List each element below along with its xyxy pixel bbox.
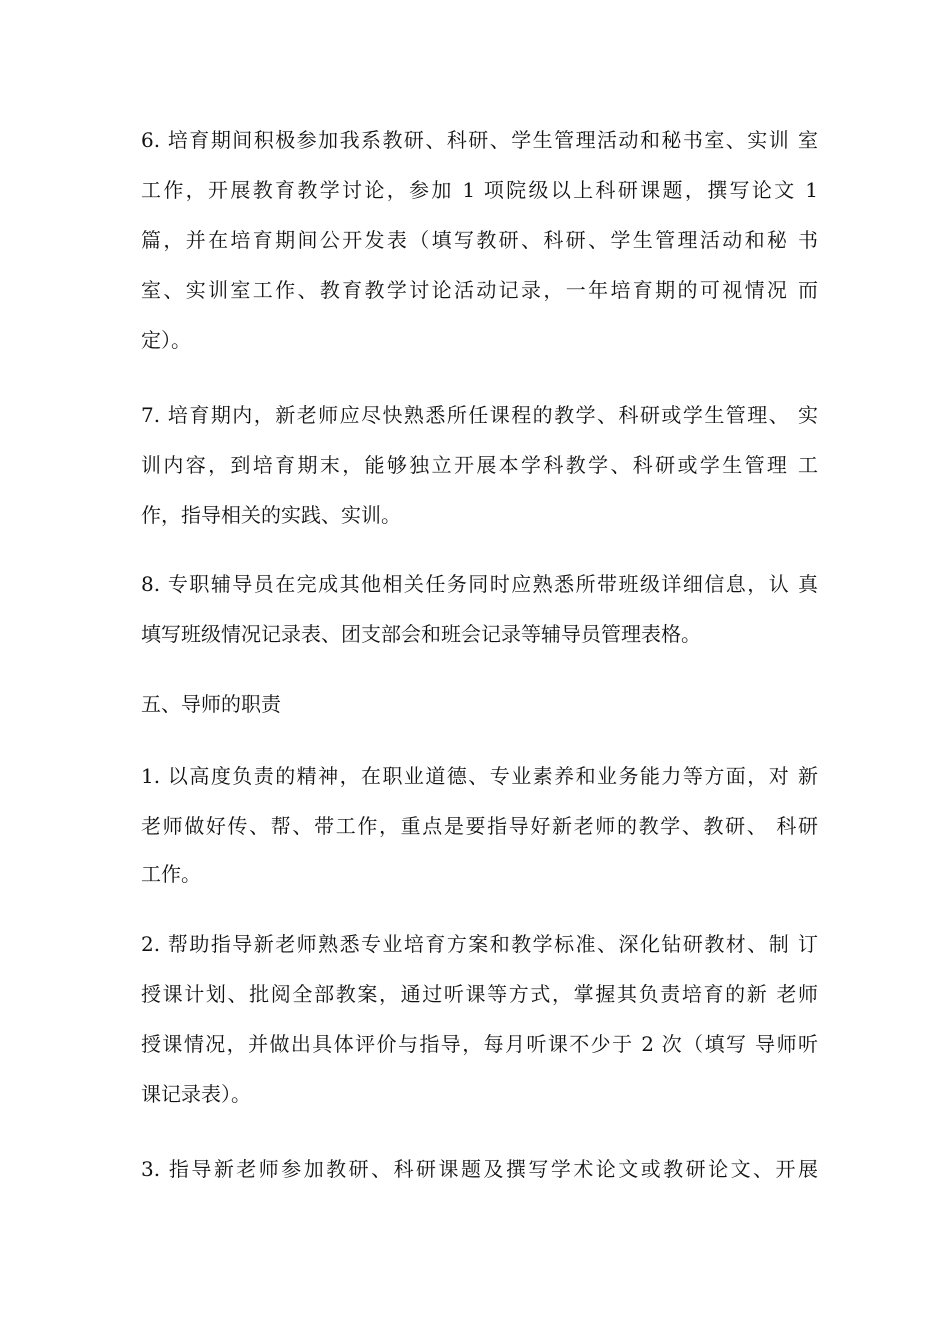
paragraph-6-line-4: 室、实训室工作、教育教学讨论活动记录，一年培育期的可视情况 而 [141,278,818,302]
paragraph-8-line-1: 8. 专职辅导员在完成其他相关任务同时应熟悉所带班级详细信息，认 真 [141,572,818,596]
paragraph-7-line-3: 作，指导相关的实践、实训。 [141,503,401,527]
paragraph-7-line-2: 训内容，到培育期末，能够独立开展本学科教学、科研或学生管理 工 [141,453,818,477]
item-1-line-2: 老师做好传、帮、带工作，重点是要指导好新老师的教学、教研、 科研 [141,814,818,838]
paragraph-6-line-3: 篇，并在培育期间公开发表（填写教研、科研、学生管理活动和秘 书 [141,228,818,252]
item-2-line-4: 课记录表）。 [141,1082,251,1106]
item-2-line-1: 2. 帮助指导新老师熟悉专业培育方案和教学标准、深化钻研教材、制 订 [141,932,818,956]
paragraph-6-line-5: 定）。 [141,328,191,352]
item-1-line-3: 工作。 [141,862,201,886]
section-heading-mentor-duties: 五、导师的职责 [141,692,281,716]
item-2-line-3: 授课情况，并做出具体评价与指导，每月听课不少于 2 次（填写 导师听 [141,1032,818,1056]
paragraph-8-line-2: 填写班级情况记录表、团支部会和班会记录等辅导员管理表格。 [141,622,701,646]
paragraph-6-line-2: 工作，开展教育教学讨论，参加 1 项院级以上科研课题，撰写论文 1 [141,178,818,202]
paragraph-7-line-1: 7. 培育期内，新老师应尽快熟悉所任课程的教学、科研或学生管理、 实 [141,403,818,427]
item-2-line-2: 授课计划、批阅全部教案，通过听课等方式，掌握其负责培育的新 老师 [141,982,818,1006]
paragraph-6-line-1: 6. 培育期间积极参加我系教研、科研、学生管理活动和秘书室、实训 室 [141,128,818,152]
item-1-line-1: 1. 以高度负责的精神，在职业道德、专业素养和业务能力等方面，对 新 [141,764,818,788]
item-3-line-1: 3. 指导新老师参加教研、科研课题及撰写学术论文或教研论文、开展 [141,1157,818,1181]
